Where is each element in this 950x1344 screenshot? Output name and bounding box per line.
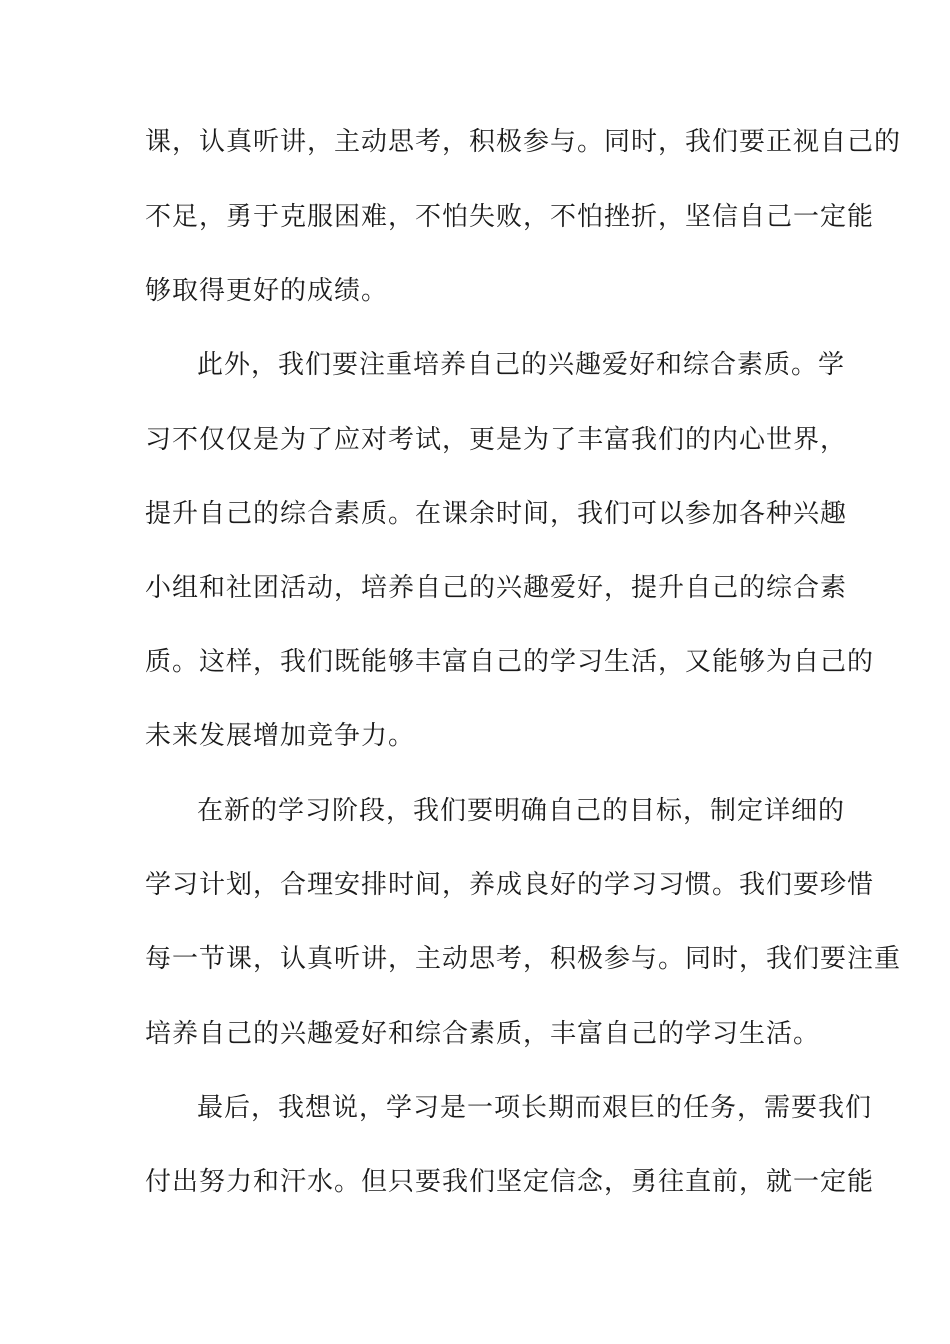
text-line: 够取得更好的成绩。 [145, 276, 389, 306]
paragraph-first-line: 最后，我想说，学习是一项长期而艰巨的任务，需要我们 [197, 1093, 873, 1123]
text-line: 小组和社团活动，培养自己的兴趣爱好，提升自己的综合素 [145, 573, 848, 603]
paragraph-first-line: 在新的学习阶段，我们要明确自己的目标，制定详细的 [197, 796, 846, 826]
text-line: 不足，勇于克服困难，不怕失败，不怕挫折，坚信自己一定能 [145, 202, 875, 232]
text-line: 未来发展增加竞争力。 [145, 721, 416, 751]
text-line: 习不仅仅是为了应对考试，更是为了丰富我们的内心世界， [145, 425, 848, 455]
text-line: 课，认真听讲，主动思考，积极参与。同时，我们要正视自己的 [145, 127, 902, 157]
text-line: 每一节课，认真听讲，主动思考，积极参与。同时，我们要注重 [145, 944, 902, 974]
text-line: 学习计划，合理安排时间，养成良好的学习习惯。我们要珍惜 [145, 870, 875, 900]
text-line: 质。这样，我们既能够丰富自己的学习生活，又能够为自己的 [145, 647, 875, 677]
paragraph-first-line: 此外，我们要注重培养自己的兴趣爱好和综合素质。学 [197, 350, 846, 380]
text-line: 付出努力和汗水。但只要我们坚定信念，勇往直前，就一定能 [145, 1167, 875, 1197]
text-line: 提升自己的综合素质。在课余时间，我们可以参加各种兴趣 [145, 499, 848, 529]
text-line: 培养自己的兴趣爱好和综合素质，丰富自己的学习生活。 [145, 1019, 821, 1049]
